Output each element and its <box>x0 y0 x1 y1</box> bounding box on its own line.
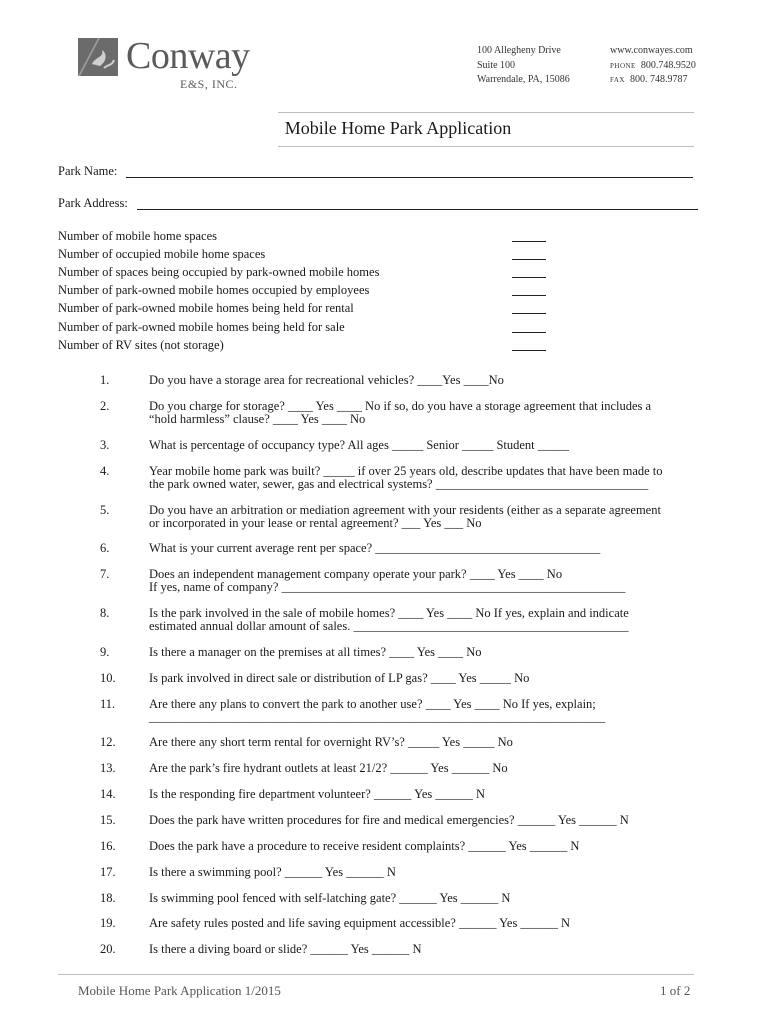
question-number: 8. <box>100 606 110 620</box>
count-blank-field[interactable] <box>512 350 546 351</box>
question-number: 10. <box>100 671 116 685</box>
question-text: Are there any short term rental for overnight RV’s? _____ Yes _____ No <box>149 735 513 749</box>
question-number: 20. <box>100 942 116 956</box>
company-address <box>477 44 570 88</box>
count-label: Number of park-owned mobile homes being held for sale <box>58 319 345 334</box>
question-text: Are safety rules posted and life saving equipment accessible? ______ Yes ______ N <box>149 916 571 930</box>
question-number: 6. <box>100 541 110 555</box>
question-text: Are there any plans to convert the park to another use? ____ Yes ____ No If yes, explain; <box>149 697 596 711</box>
company-name: Conway <box>126 35 250 77</box>
question-text: Is there a diving board or slide? ______ Yes ______ N <box>149 942 422 956</box>
count-blank-field[interactable] <box>512 241 546 242</box>
footer-title: Mobile Home Park Application 1/2015 <box>78 983 281 998</box>
phone-label: phone <box>610 59 636 71</box>
question-number: 4. <box>100 464 110 478</box>
count-label: Number of RV sites (not storage) <box>58 337 224 352</box>
question-text: Is the responding fire department volunteer? ______ Yes ______ N <box>149 787 486 801</box>
question-number: 14. <box>100 787 116 801</box>
page-title: Mobile Home Park Application <box>284 118 512 138</box>
question-text: Do you have an arbitration or mediation agreement with your residents (either as a separate agreement <box>149 503 661 517</box>
company-subtitle: E&S, INC. <box>180 77 238 91</box>
question-number: 1. <box>100 373 110 387</box>
question-text: Do you charge for storage? ____ Yes ____ No if so, do you have a storage agreement that includes a <box>149 399 652 413</box>
website-link[interactable]: www.conwayes.com <box>610 45 693 56</box>
footer-divider <box>58 974 694 975</box>
question-text: _________________________________________________________________________ <box>149 710 606 724</box>
count-label: Number of park-owned mobile homes occupied by employees <box>58 283 370 298</box>
count-blank-field[interactable] <box>512 332 546 333</box>
question-number: 17. <box>100 865 116 879</box>
question-text: or incorporated in your lease or rental agreement? ___ Yes ___ No <box>149 516 482 530</box>
question-text: Does the park have a procedure to receive resident complaints? ______ Yes ______ N <box>149 839 580 853</box>
page-number: 1 of 2 <box>660 983 691 998</box>
count-blank-field[interactable] <box>512 259 546 260</box>
question-text: If yes, name of company? _______________________________________________________ <box>149 580 626 594</box>
count-label: Number of mobile home spaces <box>58 229 217 243</box>
park-name-label: Park Name: <box>58 164 118 178</box>
question-number: 12. <box>100 735 116 749</box>
count-blank-field[interactable] <box>512 313 546 314</box>
logo-mark-icon <box>78 38 118 76</box>
address-line: Warrendale, PA, 15086 <box>477 74 570 85</box>
question-number: 2. <box>100 399 110 413</box>
count-blank-field[interactable] <box>512 295 546 296</box>
question-text: Does an independent management company operate your park? ____ Yes ____ No <box>149 567 563 581</box>
question-text: Is park involved in direct sale or distribution of LP gas? ____ Yes _____ No <box>149 671 530 685</box>
question-text: Year mobile home park was built? _____ if over 25 years old, describe updates that have been made to <box>149 464 663 478</box>
question-text: What is percentage of occupancy type? All ages _____ Senior _____ Student _____ <box>149 438 570 452</box>
question-text: Is there a swimming pool? ______ Yes ______ N <box>149 865 396 879</box>
question-text: Are the park’s fire hydrant outlets at least 21/2? ______ Yes ______ No <box>149 761 508 775</box>
question-number: 19. <box>100 916 116 930</box>
park-address-field[interactable] <box>137 209 698 210</box>
question-number: 3. <box>100 438 110 452</box>
question-text: Does the park have written procedures for fire and medical emergencies? ______ Yes ______ N <box>149 813 629 827</box>
question-number: 13. <box>100 761 116 775</box>
park-address-label: Park Address: <box>58 196 128 210</box>
address-line: 100 Allegheny Drive <box>477 45 561 56</box>
question-number: 7. <box>100 567 110 581</box>
count-blank-field[interactable] <box>512 277 546 278</box>
question-number: 18. <box>100 891 116 905</box>
fax-number: 800. 748.9787 <box>629 74 688 85</box>
question-text: Is the park involved in the sale of mobile homes? ____ Yes ____ No If yes, explain and indicate <box>149 606 629 620</box>
phone-number: 800.748.9520 <box>640 59 696 71</box>
title-divider <box>278 146 694 147</box>
fax-label: fax <box>610 74 625 85</box>
question-number: 5. <box>100 503 110 517</box>
question-text: Is swimming pool fenced with self-latching gate? ______ Yes ______ N <box>149 891 511 905</box>
question-number: 9. <box>100 645 110 659</box>
question-text: Is there a manager on the premises at all times? ____ Yes ____ No <box>149 645 482 659</box>
company-contact <box>610 44 696 88</box>
count-label: Number of park-owned mobile homes being held for rental <box>58 301 354 316</box>
question-text: the park owned water, sewer, gas and electrical systems? __________________________________ <box>149 477 649 491</box>
question-number: 11. <box>100 697 116 711</box>
question-text: What is your current average rent per space? ____________________________________ <box>149 541 601 555</box>
question-number: 16. <box>100 839 116 853</box>
question-text: estimated annual dollar amount of sales. ____________________________________________ <box>149 619 629 633</box>
question-text: “hold harmless” clause? ____ Yes ____ No <box>149 412 366 426</box>
park-name-field[interactable] <box>126 177 693 178</box>
address-line: Suite 100 <box>477 59 516 71</box>
question-number: 15. <box>100 813 116 827</box>
question-text: Do you have a storage area for recreational vehicles? ____Yes ____No <box>149 373 504 387</box>
header-divider <box>278 112 694 113</box>
count-label: Number of occupied mobile home spaces <box>58 247 266 262</box>
count-label: Number of spaces being occupied by park-owned mobile homes <box>58 265 380 280</box>
